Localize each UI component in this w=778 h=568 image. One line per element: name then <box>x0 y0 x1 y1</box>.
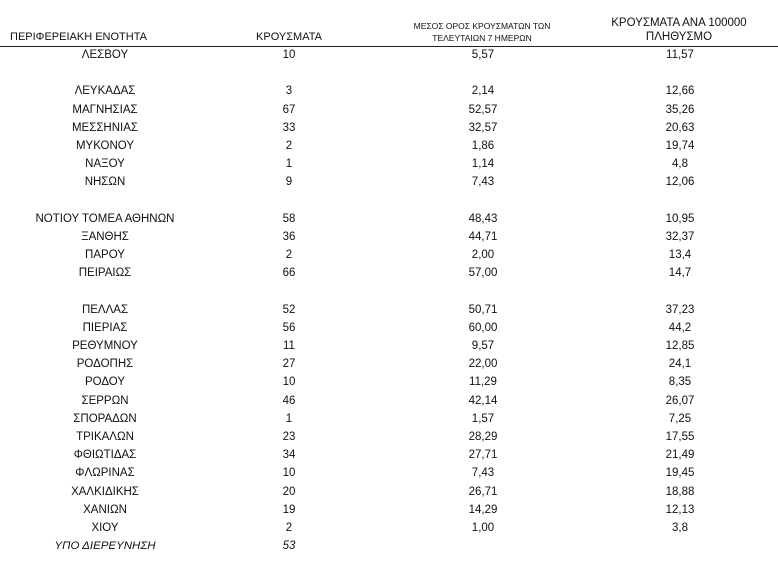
cell-region: ΛΕΣΒΟΥ <box>81 49 129 61</box>
cell-cases: 10 <box>282 376 296 389</box>
table-row <box>0 464 778 482</box>
cell-per-100k: 10,95 <box>665 212 695 225</box>
cell-cases: 20 <box>282 485 296 498</box>
cell-cases: 2 <box>285 139 293 152</box>
cell-per-100k: 37,23 <box>665 303 695 316</box>
cell-7day-average: 22,00 <box>468 358 498 371</box>
cell-per-100k: 14,7 <box>668 267 692 280</box>
row-spacer <box>0 192 778 210</box>
cell-7day-average: 44,71 <box>468 230 498 243</box>
cell-7day-average: 7,43 <box>471 467 495 480</box>
cell-cases: 19 <box>282 503 296 516</box>
cell-region: ΞΑΝΘΗΣ <box>81 230 129 243</box>
cell-region: ΜΑΓΝΗΣΙΑΣ <box>72 103 138 116</box>
table-row <box>0 355 778 373</box>
cell-7day-average: 2,00 <box>471 249 495 262</box>
cell-7day-average: 48,43 <box>468 212 498 225</box>
table-row <box>0 137 778 155</box>
cell-region: ΝΗΣΩΝ <box>84 176 126 189</box>
cell-per-100k: 7,25 <box>668 412 692 425</box>
cell-cases: 1 <box>285 158 293 171</box>
cell-cases: 46 <box>282 394 296 407</box>
table-row <box>0 246 778 264</box>
cell-7day-average: 52,57 <box>468 103 498 116</box>
header-7day-average <box>382 20 582 44</box>
cell-region: ΜΕΣΣΗΝΙΑΣ <box>71 121 139 134</box>
cell-region: ΦΛΩΡΙΝΑΣ <box>75 467 135 480</box>
cell-per-100k: 12,06 <box>665 176 695 189</box>
cell-per-100k: 32,37 <box>665 230 695 243</box>
cell-per-100k: 21,49 <box>665 449 695 462</box>
table-body <box>0 46 778 555</box>
cell-per-100k: 20,63 <box>665 121 695 134</box>
header-region: ΠΕΡΙΦΕΡΕΙΑΚΗ ΕΝΟΤΗΤΑ <box>10 31 147 43</box>
cell-cases: 10 <box>282 467 296 480</box>
cell-7day-average: 50,71 <box>468 303 498 316</box>
cell-7day-average: 1,14 <box>471 158 495 171</box>
cell-7day-average: 1,00 <box>471 521 495 534</box>
header-per-100k <box>595 16 763 44</box>
table-row <box>0 483 778 501</box>
cell-region: ΡΟΔΟΥ <box>84 376 126 389</box>
cell-region: ΡΟΔΟΠΗΣ <box>76 358 134 371</box>
cell-region: ΧΑΝΙΩΝ <box>83 503 127 516</box>
row-spacer <box>0 282 778 300</box>
cell-region: ΣΠΟΡΑΔΩΝ <box>73 412 137 425</box>
cell-per-100k: 11,57 <box>666 49 694 61</box>
cell-per-100k: 12,66 <box>665 85 695 98</box>
cell-region: ΣΕΡΡΩΝ <box>81 394 129 407</box>
cell-per-100k: 24,1 <box>668 358 692 371</box>
table-row <box>0 264 778 282</box>
cell-region: ΠΙΕΡΙΑΣ <box>82 321 128 334</box>
cell-region: ΧΙΟΥ <box>91 521 119 534</box>
header-per-100k-line2: ΠΛΗΘΥΣΜΟ <box>645 31 713 43</box>
table-row <box>0 46 778 64</box>
cell-per-100k: 8,35 <box>668 376 692 389</box>
cell-region: ΧΑΛΚΙΔΙΚΗΣ <box>71 485 139 498</box>
cell-cases: 34 <box>282 449 296 462</box>
cell-per-100k: 18,88 <box>665 485 695 498</box>
cell-7day-average: 32,57 <box>468 121 498 134</box>
cell-7day-average: 1,86 <box>471 139 495 152</box>
cell-7day-average: 42,14 <box>468 394 498 407</box>
cell-7day-average: 9,57 <box>471 340 495 352</box>
table-row <box>0 392 778 410</box>
cell-cases: 11 <box>283 340 295 352</box>
cell-region: ΠΑΡΟΥ <box>85 249 125 262</box>
table-row <box>0 228 778 246</box>
table-row <box>0 319 778 337</box>
cell-region: ΦΘΙΩΤΙΔΑΣ <box>73 449 137 462</box>
table-row <box>0 301 778 319</box>
cell-per-100k: 12,13 <box>665 503 695 516</box>
cell-region: ΥΠΟ ΔΙΕΡΕΥΝΗΣΗ <box>54 540 156 553</box>
cell-cases: 3 <box>285 85 293 98</box>
cell-cases: 52 <box>282 303 296 316</box>
cell-7day-average: 11,29 <box>469 376 497 389</box>
cell-cases: 23 <box>282 430 296 443</box>
cell-cases: 10 <box>282 49 296 61</box>
table-header <box>0 0 778 47</box>
cell-7day-average: 28,29 <box>468 430 498 443</box>
table-row <box>0 210 778 228</box>
cell-per-100k: 19,74 <box>665 139 695 152</box>
cell-7day-average: 1,57 <box>471 412 495 425</box>
table-row <box>0 446 778 464</box>
cell-7day-average: 2,14 <box>471 85 495 98</box>
cell-per-100k: 4,8 <box>672 158 688 171</box>
cell-cases: 67 <box>282 103 296 116</box>
cell-cases: 66 <box>282 267 296 280</box>
cell-per-100k: 3,8 <box>672 521 688 534</box>
cell-per-100k: 26,07 <box>665 394 695 407</box>
table-row <box>0 519 778 537</box>
header-7day-average-line1: ΜΕΣΟΣ ΟΡΟΣ ΚΡΟΥΣΜΑΤΩΝ ΤΩΝ <box>413 21 551 31</box>
table-row <box>0 501 778 519</box>
cell-7day-average: 26,71 <box>468 485 498 498</box>
cell-7day-average: 27,71 <box>468 449 498 462</box>
header-7day-average-line2: ΤΕΛΕΥΤΑΙΩΝ 7 ΗΜΕΡΩΝ <box>432 33 532 43</box>
cell-7day-average: 14,29 <box>468 503 498 516</box>
cell-7day-average: 5,57 <box>471 49 495 61</box>
cell-cases: 1 <box>285 412 293 425</box>
table-row <box>0 119 778 137</box>
table-row <box>0 537 778 555</box>
cell-region: ΤΡΙΚΑΛΩΝ <box>76 430 134 443</box>
cell-7day-average: 57,00 <box>468 267 498 280</box>
cell-per-100k: 13,4 <box>668 249 692 262</box>
cell-cases: 56 <box>282 321 296 334</box>
table-row <box>0 173 778 191</box>
row-spacer <box>0 64 778 82</box>
cell-per-100k: 17,55 <box>665 430 695 443</box>
cell-per-100k: 19,45 <box>665 467 695 480</box>
cell-cases: 53 <box>282 540 296 553</box>
cell-per-100k: 35,26 <box>665 103 695 116</box>
cell-cases: 2 <box>285 249 293 262</box>
cell-7day-average: 7,43 <box>471 176 495 189</box>
table-row <box>0 373 778 391</box>
cell-cases: 27 <box>282 358 296 371</box>
cell-cases: 33 <box>282 121 296 134</box>
cell-cases: 58 <box>282 212 296 225</box>
header-cases: ΚΡΟΥΣΜΑΤΑ <box>256 31 322 43</box>
cell-7day-average: 60,00 <box>468 321 498 334</box>
cell-cases: 9 <box>285 176 293 189</box>
table-row <box>0 410 778 428</box>
cell-per-100k: 44,2 <box>668 321 692 334</box>
cell-region: ΛΕΥΚΑΔΑΣ <box>74 85 136 98</box>
header-per-100k-line1: ΚΡΟΥΣΜΑΤΑ ΑΝΑ 100000 <box>611 17 747 29</box>
table-row <box>0 337 778 355</box>
table-row <box>0 101 778 119</box>
cell-cases: 36 <box>282 230 296 243</box>
cell-region: ΝΟΤΙΟΥ ΤΟΜΕΑ ΑΘΗΝΩΝ <box>35 212 175 225</box>
cell-region: ΝΑΞΟΥ <box>85 158 125 171</box>
cell-region: ΡΕΘΥΜΝΟΥ <box>72 340 138 352</box>
table-row <box>0 82 778 100</box>
cell-per-100k: 12,85 <box>665 340 695 352</box>
cell-region: ΠΕΙΡΑΙΩΣ <box>78 267 132 280</box>
cell-cases: 2 <box>285 521 293 534</box>
table-row <box>0 155 778 173</box>
table-row <box>0 428 778 446</box>
cell-region: ΜΥΚΟΝΟΥ <box>75 139 135 152</box>
cell-region: ΠΕΛΛΑΣ <box>81 303 129 316</box>
